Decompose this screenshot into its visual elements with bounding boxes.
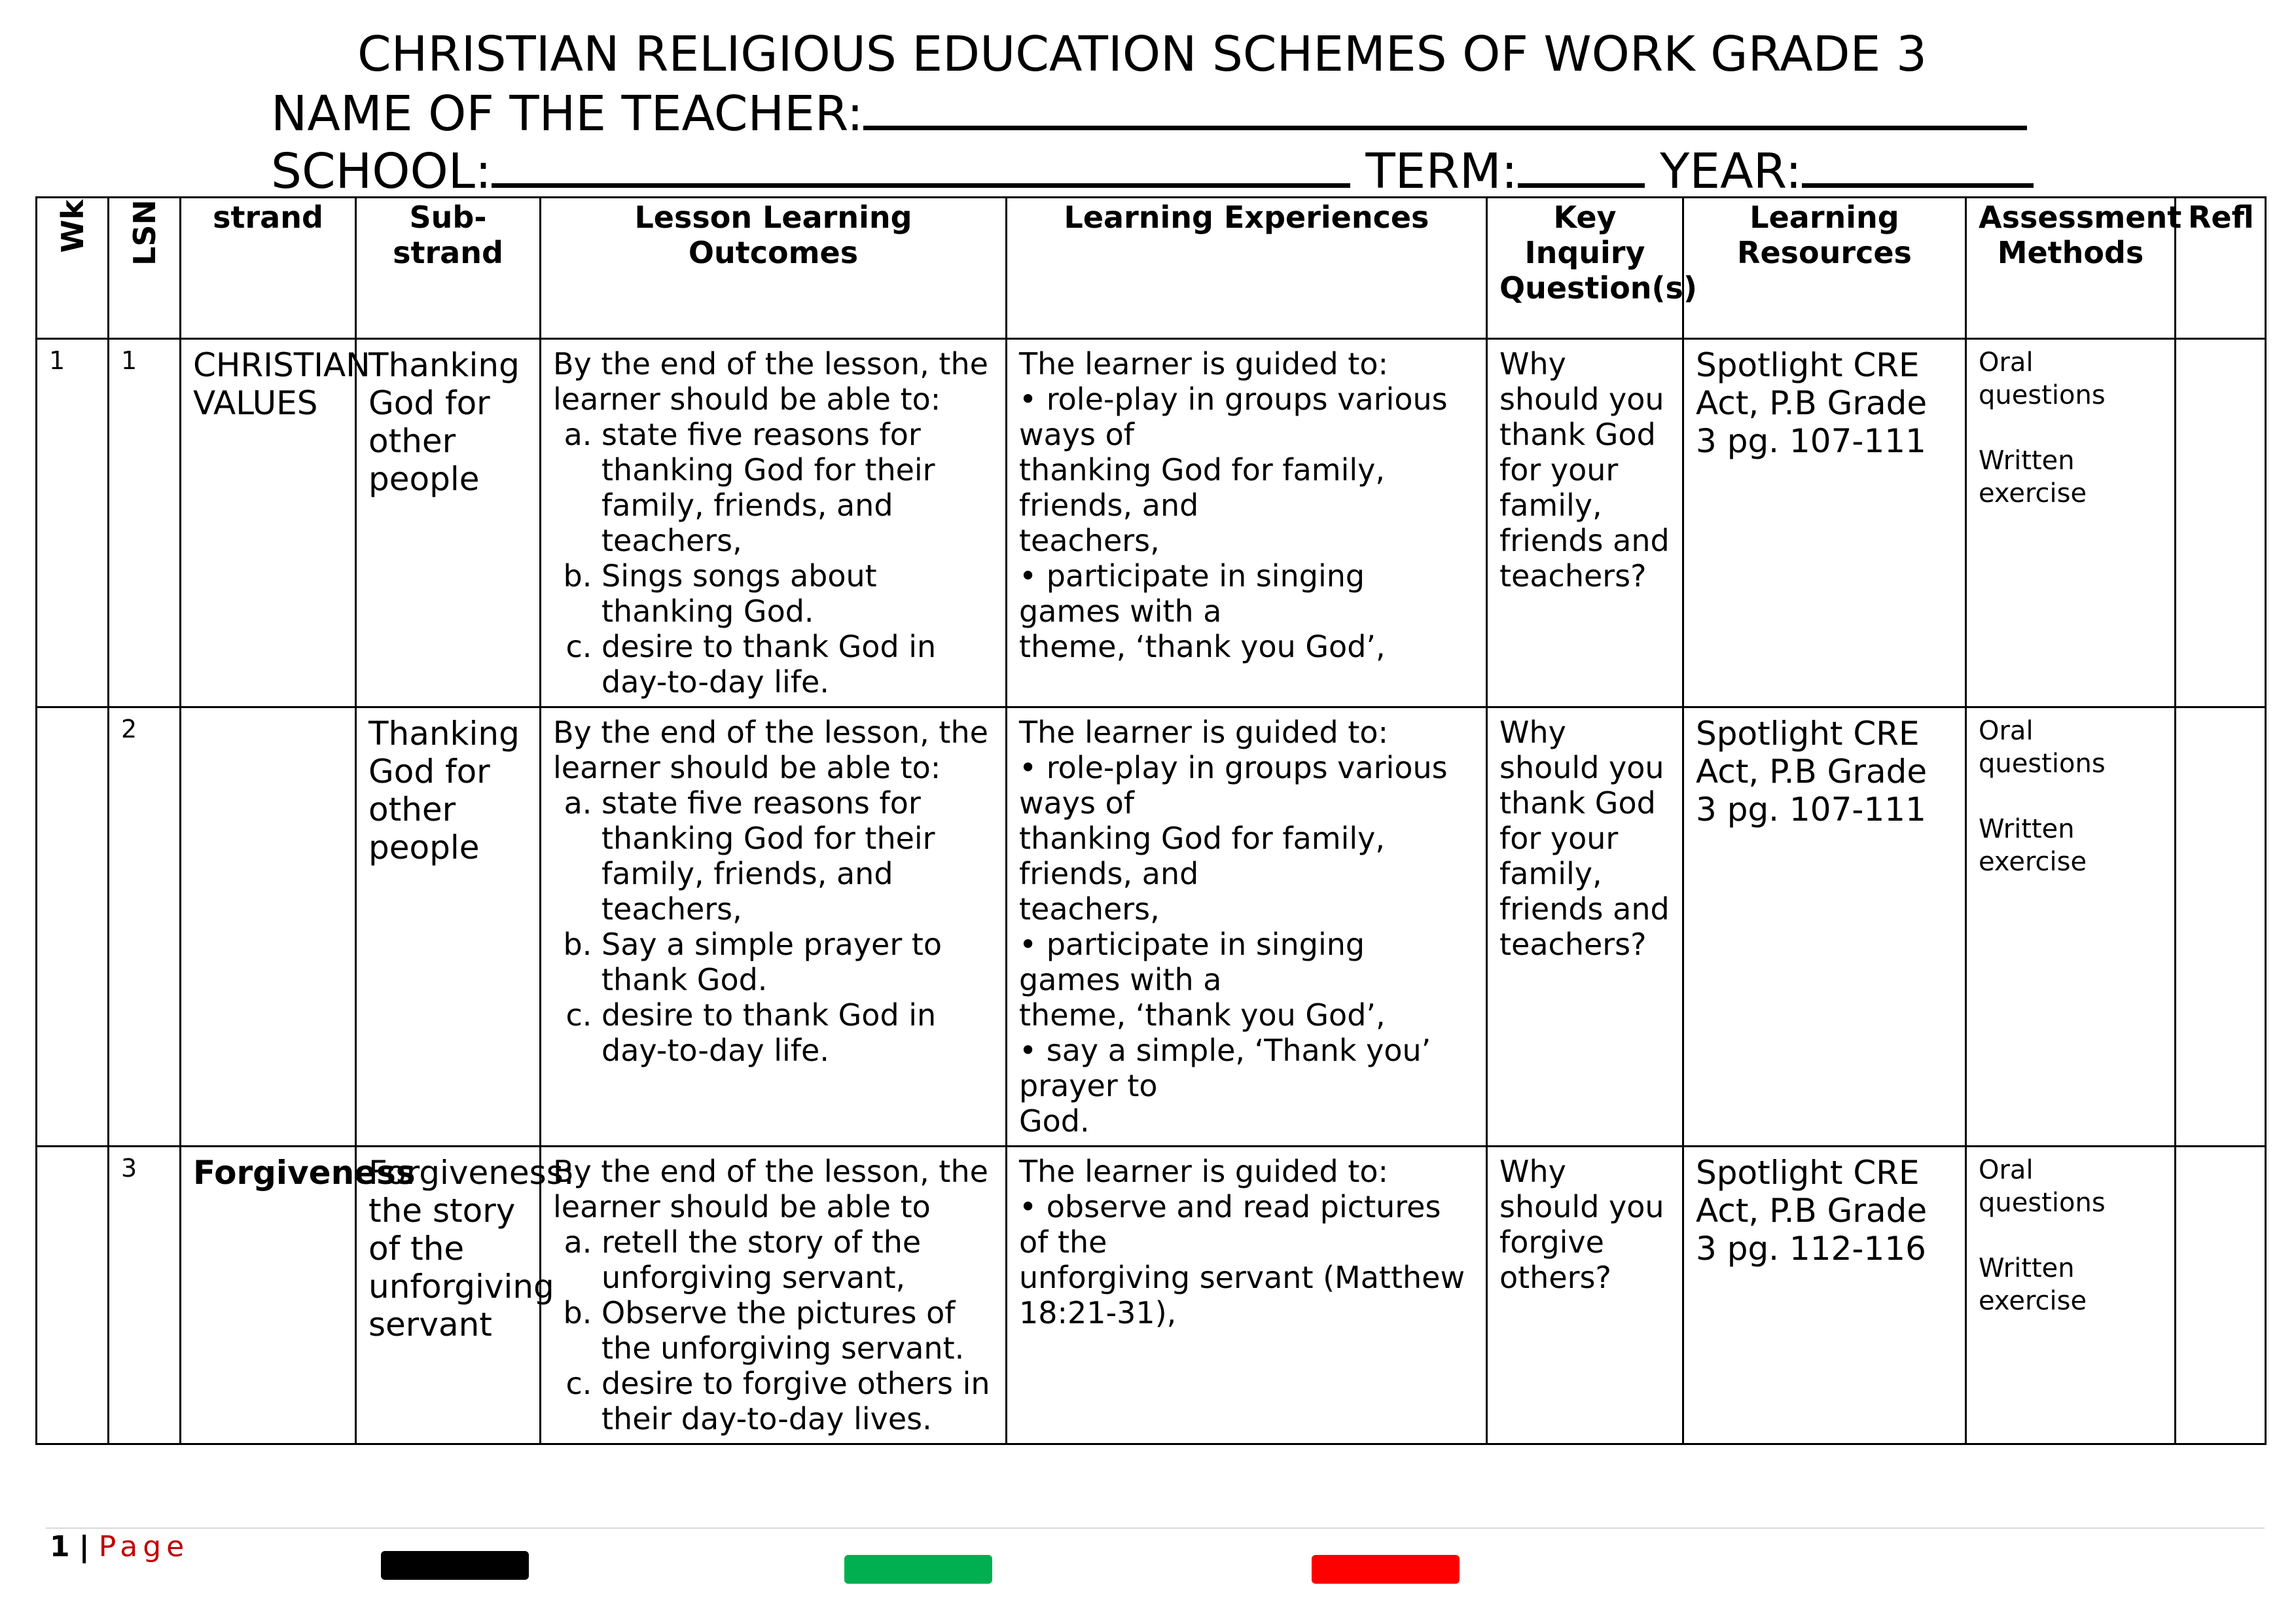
cell-strand: Forgiveness [181, 1147, 356, 1444]
cell-outcomes [541, 1147, 1007, 1444]
assessment-spacer [1979, 1219, 2162, 1252]
cell-wk [37, 707, 109, 1147]
term-blank [1518, 140, 1645, 188]
col-header-wk: Wk [37, 198, 109, 339]
experience-line: 18:21-31), [1019, 1295, 1177, 1330]
page-number: 1 [50, 1530, 70, 1563]
col-header-experiences: Learning Experiences [1007, 198, 1487, 339]
document-title: CHRISTIAN RELIGIOUS EDUCATION SCHEMES OF WORK GRADE 3 [357, 26, 1928, 82]
assessment-spacer [1979, 412, 2162, 444]
cell-strand [181, 707, 356, 1147]
table-row [37, 339, 2266, 707]
col-header-substrand: Sub-strand [356, 198, 541, 339]
experience-line: • participate in singing games with a [1019, 558, 1365, 629]
experience-line: theme, ‘thank you God’, [1019, 997, 1386, 1033]
assessment-oral: Oral questions [1979, 1155, 2106, 1218]
experience-line: unforgiving servant (Matthew [1019, 1260, 1465, 1295]
cell-experiences [1007, 707, 1487, 1147]
cell-inquiry: Why should you forgive others? [1487, 1147, 1683, 1444]
assessment-spacer [1979, 780, 2162, 813]
cell-outcomes [541, 707, 1007, 1147]
assessment-written: Written exercise [1979, 1253, 2087, 1316]
col-header-strand: strand [181, 198, 356, 339]
col-header-lsn: LSN [109, 198, 181, 339]
outcome-item: a. state five reasons for thanking God for their family, friends, and teachers, [601, 417, 994, 558]
experience-line: • role-play in groups various ways of [1019, 750, 1448, 821]
table-row [37, 707, 2266, 1147]
cell-lsn: 2 [109, 707, 181, 1147]
cell-resources: Spotlight CRE Act, P.B Grade 3 pg. 107-111 [1683, 707, 1966, 1147]
cell-inquiry: Why should you thank God for your family, friends and teachers? [1487, 339, 1683, 707]
col-header-assessment: Assessment Methods [1966, 198, 2176, 339]
school-label: SCHOOL: [271, 143, 492, 200]
cell-resources: Spotlight CRE Act, P.B Grade 3 pg. 107-111 [1683, 339, 1966, 707]
table-row [37, 1147, 2266, 1444]
experience-line: • role-play in groups various ways of [1019, 382, 1448, 452]
outcomes-intro: By the end of the lesson, the learner should be able to [553, 1154, 988, 1224]
header-row [37, 198, 2266, 339]
footer-rule [46, 1527, 2265, 1529]
assessment-written: Written exercise [1979, 814, 2087, 877]
cell-resources: Spotlight CRE Act, P.B Grade 3 pg. 112-116 [1683, 1147, 1966, 1444]
experience-line: God. [1019, 1103, 1090, 1139]
experience-line: • observe and read pictures of the [1019, 1189, 1441, 1260]
experience-line: The learner is guided to: [1019, 346, 1389, 382]
cell-assessment [1966, 1147, 2176, 1444]
outcome-item: a. state five reasons for thanking God for their family, friends, and teachers, [601, 785, 994, 927]
outcomes-list [553, 785, 994, 1068]
cell-inquiry: Why should you thank God for your family, friends and teachers? [1487, 707, 1683, 1147]
cell-outcomes [541, 339, 1007, 707]
outcome-item: b. Sings songs about thanking God. [601, 558, 994, 629]
experience-line: teachers, [1019, 523, 1160, 558]
cell-lsn: 1 [109, 339, 181, 707]
page-label: Page [98, 1530, 190, 1563]
experience-line: thanking God for family, friends, and [1019, 821, 1386, 891]
cell-substrand: Thanking God for other people [356, 339, 541, 707]
teacher-line [271, 82, 2027, 143]
cell-refl [2176, 707, 2266, 1147]
outcome-item: c. desire to forgive others in their day-to-day lives. [601, 1366, 994, 1436]
experience-line: teachers, [1019, 891, 1160, 927]
col-header-outcomes: Lesson Learning Outcomes [541, 198, 1007, 339]
outcomes-list [553, 417, 994, 700]
teacher-label: NAME OF THE TEACHER: [271, 86, 863, 142]
assessment-oral: Oral questions [1979, 716, 2106, 779]
outcome-item: b. Observe the pictures of the unforgiving servant. [601, 1295, 994, 1366]
cell-experiences [1007, 339, 1487, 707]
cell-substrand: Forgiveness: the story of the unforgiving servant [356, 1147, 541, 1444]
outcome-item: c. desire to thank God in day-to-day life. [601, 629, 994, 700]
experience-line: thanking God for family, friends, and [1019, 452, 1386, 523]
cell-lsn: 3 [109, 1147, 181, 1444]
outcome-item: b. Say a simple prayer to thank God. [601, 927, 994, 997]
col-header-resources: Learning Resources [1683, 198, 1966, 339]
outcomes-intro: By the end of the lesson, the learner should be able to: [553, 715, 988, 785]
experience-line: The learner is guided to: [1019, 715, 1389, 750]
footer-separator: | [79, 1530, 90, 1563]
assessment-written: Written exercise [1979, 446, 2087, 508]
school-blank [492, 140, 1350, 188]
cell-assessment [1966, 339, 2176, 707]
cell-experiences [1007, 1147, 1487, 1444]
cell-assessment [1966, 707, 2176, 1147]
experience-line: • say a simple, ‘Thank you’ prayer to [1019, 1033, 1431, 1103]
color-bar-red [1312, 1555, 1460, 1584]
col-header-inquiry: Key Inquiry Question(s) [1487, 198, 1683, 339]
color-bar-black [381, 1551, 529, 1580]
school-term-year-line [271, 140, 2034, 201]
teacher-blank [863, 82, 2027, 130]
outcomes-intro: By the end of the lesson, the learner should be able to: [553, 346, 988, 417]
outcome-item: c. desire to thank God in day-to-day life. [601, 997, 994, 1068]
cell-strand: CHRISTIAN VALUES [181, 339, 356, 707]
cell-wk [37, 1147, 109, 1444]
cell-wk: 1 [37, 339, 109, 707]
page-footer [50, 1530, 189, 1563]
cell-substrand: Thanking God for other people [356, 707, 541, 1147]
outcomes-list [553, 1224, 994, 1436]
cell-refl [2176, 1147, 2266, 1444]
experience-line: • participate in singing games with a [1019, 927, 1365, 997]
outcome-item: a. retell the story of the unforgiving servant, [601, 1224, 994, 1295]
experience-line: theme, ‘thank you God’, [1019, 629, 1386, 664]
scheme-table [35, 196, 2267, 1445]
color-bar-green [844, 1555, 992, 1584]
col-header-refl: Refl [2176, 198, 2266, 339]
year-blank [1802, 140, 2034, 188]
experience-line: The learner is guided to: [1019, 1154, 1389, 1189]
cell-refl [2176, 339, 2266, 707]
assessment-oral: Oral questions [1979, 348, 2106, 410]
term-label: TERM: [1365, 143, 1518, 200]
year-label: YEAR: [1660, 143, 1802, 200]
